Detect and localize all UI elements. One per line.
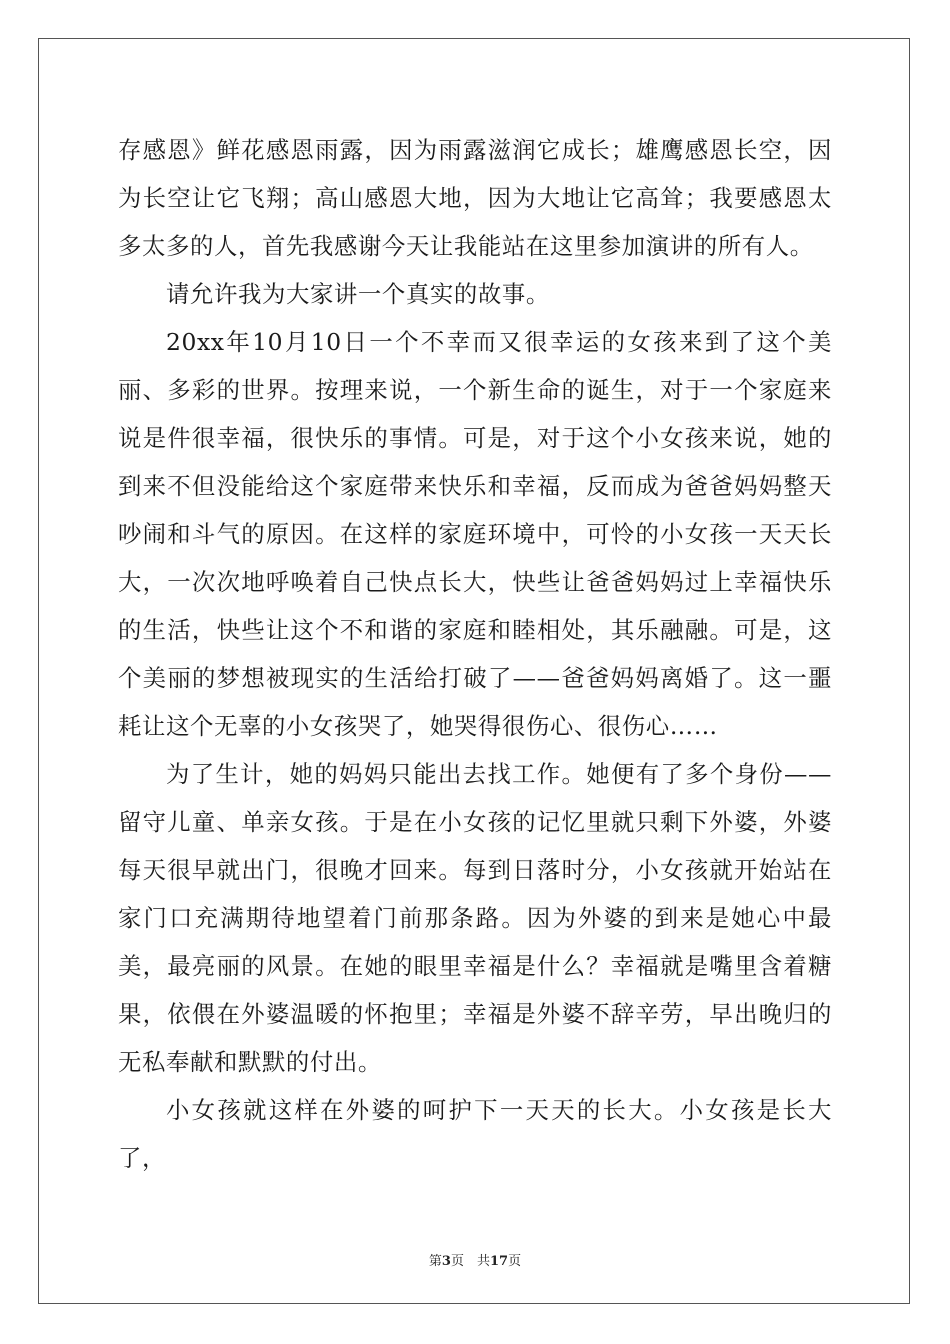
document-body: [118, 126, 832, 1182]
page-footer: [0, 1250, 950, 1269]
paragraph-3: 20xx年10月10日一个不幸而又很幸运的女孩来到了这个美丽、多彩的世界。按理来说，一个新生命的诞生，对于一个家庭来说是件很幸福，很快乐的事情。可是，对于这个小女孩来说，她的到来不但没能给这个家庭带来快乐和幸福，反而成为爸爸妈妈整天吵闹和斗气的原因。在这样的家庭环境中，可怜的小女孩一天天长大，一次次地呼唤着自己快点长大，快些让爸爸妈妈过上幸福快乐的生活，快些让这个不和谐的家庭和睦相处，其乐融融。可是，这个美丽的梦想被现实的生活给打破了——爸爸妈妈离婚了。这一噩耗让这个无辜的小女孩哭了，她哭得很伤心、很伤心……: [118, 328, 832, 740]
page-prefix: 第: [428, 1254, 442, 1269]
page-suffix: 页: [508, 1254, 522, 1269]
paragraph-5: 小女孩就这样在外婆的呵护下一天天的长大。小女孩是长大了，: [118, 1096, 832, 1172]
total-page-number: 17: [489, 1254, 509, 1269]
page-middle-text: 页 共: [450, 1254, 490, 1269]
paragraph-2: 请允许我为大家讲一个真实的故事。: [166, 280, 550, 308]
paragraph-1: 存感恩》鲜花感恩雨露，因为雨露滋润它成长；雄鹰感恩长空，因为长空让它飞翔；高山感恩大地，因为大地让它高耸；我要感恩太多太多的人，首先我感谢今天让我能站在这里参加演讲的所有人。: [118, 136, 832, 260]
current-page-number: 3: [441, 1254, 451, 1269]
paragraph-4: 为了生计，她的妈妈只能出去找工作。她便有了多个身份——留守儿童、单亲女孩。于是在小女孩的记忆里就只剩下外婆，外婆每天很早就出门，很晚才回来。每到日落时分，小女孩就开始站在家门口充满期待地望着门前那条路。因为外婆的到来是她心中最美，最亮丽的风景。在她的眼里幸福是什么？幸福就是嘴里含着糖果，依偎在外婆温暖的怀抱里；幸福是外婆不辞辛劳，早出晚归的无私奉献和默默的付出。: [118, 760, 832, 1076]
